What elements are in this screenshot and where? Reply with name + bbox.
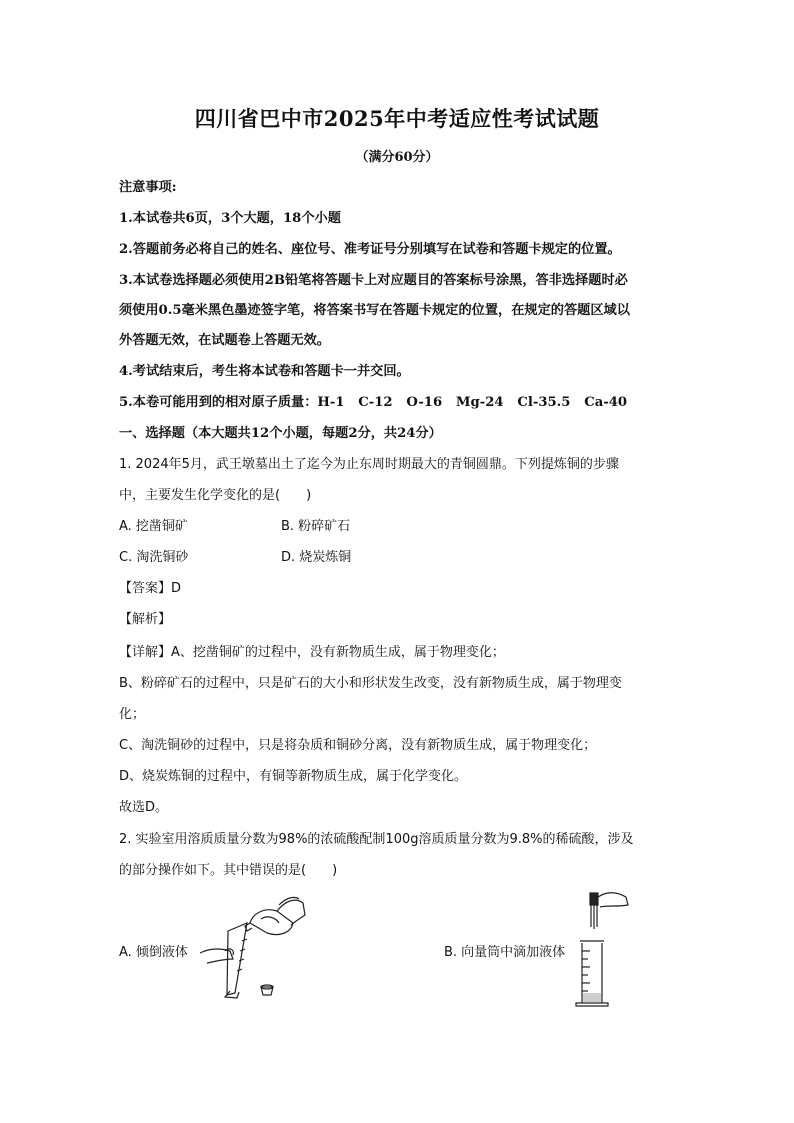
q1-detail-line5: D、烧炭炼铜的过程中，有铜等新物质生成，属于化学变化。 <box>119 769 468 784</box>
notice-item-2: 2.答题前务必将自己的姓名、座位号、准考证号分别填写在试卷和答题卡规定的位置。 <box>119 242 621 257</box>
notice-heading: 注意事项: <box>119 180 177 195</box>
q1-conclusion: 故选D。 <box>119 800 169 815</box>
q1-options-row2 <box>119 549 694 567</box>
q2-stem-line2: 的部分操作如下。其中错误的是( ) <box>119 863 338 878</box>
q1-detail-line2: B、粉碎矿石的过程中，只是矿石的大小和形状发生改变，没有新物质生成，属于物理变 <box>119 676 622 691</box>
page-title: 四川省巴中市2025年中考适应性考试试题 <box>194 106 600 131</box>
q1-analysis-label: 【解析】 <box>119 612 172 627</box>
dropper-cylinder-figure <box>568 885 638 1010</box>
q1-stem-line1: 1. 2024年5月，武王墩墓出土了迄今为止东周时期最大的青铜圆鼎。下列提炼铜的步骤 <box>119 457 619 472</box>
q2-stem-line1: 2. 实验室用溶质质量分数为98%的浓硫酸配制100g溶质质量分数为9.8%的稀硫酸，涉及 <box>119 832 634 847</box>
notice-item-3: 3.本试卷选择题必须使用2B铅笔将答题卡上对应题目的答案标号涂黑，答非选择题时必 <box>119 273 628 288</box>
full-score-note: （满分60分） <box>355 150 439 165</box>
q1-detail-line3: 化； <box>119 707 146 722</box>
q1-option-c: C. 淘洗铜砂 <box>119 550 189 565</box>
q2-option-b-label: B. 向量筒中滴加液体 <box>444 945 566 960</box>
q1-options-row1 <box>119 518 694 536</box>
q1-stem-line2: 中，主要发生化学变化的是( ) <box>119 488 312 503</box>
q1-answer: 【答案】D <box>119 581 182 596</box>
notice-item-5: 5.本卷可能用到的相对原子质量：H-1 C-12 O-16 Mg-24 Cl-35.5 Ca-40 <box>119 395 628 410</box>
q1-option-d: D. 烧炭炼铜 <box>281 550 352 565</box>
q1-option-a: A. 挖凿铜矿 <box>119 519 188 534</box>
q1-detail-line1: 【详解】A、挖凿铜矿的过程中，没有新物质生成，属于物理变化； <box>119 645 505 660</box>
q2-option-a-label: A. 倾倒液体 <box>119 945 188 960</box>
notice-item-3-cont2: 外答题无效，在试题卷上答题无效。 <box>119 333 330 348</box>
notice-item-3-cont1: 须使用0.5毫米黑色墨迹签字笔，将答案书写在答题卡规定的位置，在规定的答题区域以 <box>119 303 630 318</box>
notice-item-1: 1.本试卷共6页，3个大题，18个小题 <box>119 211 341 226</box>
pour-liquid-figure <box>195 893 310 1003</box>
section-heading: 一、选择题（本大题共12个小题，每题2分，共24分） <box>119 426 442 441</box>
q1-option-b: B. 粉碎矿石 <box>281 519 351 534</box>
notice-item-4: 4.考试结束后，考生将本试卷和答题卡一并交回。 <box>119 364 410 379</box>
q1-detail-line4: C、淘洗铜砂的过程中，只是将杂质和铜砂分离，没有新物质生成，属于物理变化； <box>119 738 597 753</box>
